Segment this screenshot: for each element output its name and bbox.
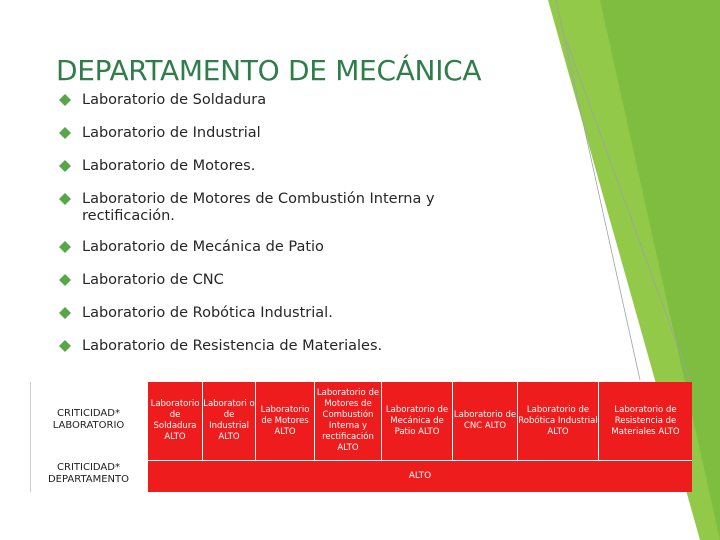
list-item-text: Laboratorio de CNC (82, 272, 224, 288)
list-item-text: Laboratorio de Motores. (82, 158, 256, 174)
table-cell-combustion: Laboratorio de Motores de Combustión Interna y rectificación ALTO (316, 388, 380, 453)
table-cell-soldadura: Laboratorio de Soldadura ALTO (150, 399, 200, 442)
diamond-bullet-icon (59, 160, 71, 172)
list-item (60, 239, 530, 256)
table-cell-cnc: Laboratorio de CNC ALTO (453, 410, 517, 431)
criticality-table (30, 382, 692, 494)
list-item (60, 125, 530, 142)
list-item-text: Laboratorio de Soldadura (82, 92, 267, 108)
list-item-text: Laboratorio de Industrial (82, 125, 261, 141)
lab-criticality-row (148, 382, 692, 460)
list-item-text: Laboratorio de Resistencia de Materiales. (82, 338, 383, 354)
list-item (60, 158, 530, 175)
list-item-text: Laboratorio de Motores de Combustión Interna y rectificación. (82, 191, 435, 224)
table-cell-patio: Laboratorio de Mecánica de Patio ALTO (385, 404, 449, 437)
row-label-departamento: CRITICIDAD* DEPARTAMENTO (47, 462, 130, 485)
table-cell-industrial: Laboratori o de Industrial ALTO (203, 399, 255, 442)
list-item (60, 305, 530, 322)
diamond-bullet-icon (59, 94, 71, 106)
list-item (60, 92, 530, 109)
list-item-text: Laboratorio de Mecánica de Patio (82, 239, 324, 255)
diamond-bullet-icon (59, 127, 71, 139)
diamond-bullet-icon (59, 340, 71, 352)
row-label-laboratorio: CRITICIDAD* LABORATORIO (52, 408, 125, 431)
table-cell-robotica: Laboratorio de Robótica Industrial ALTO (518, 404, 598, 437)
list-item (60, 191, 460, 225)
table-cell-resistencia: Laboratorio de Resistencia de Materiales ALTO (611, 404, 680, 437)
department-criticality-row (148, 460, 692, 492)
page-title: DEPARTAMENTO DE MECÁNICA (56, 54, 482, 87)
list-item (60, 338, 530, 355)
diamond-bullet-icon (59, 241, 71, 253)
list-item (60, 272, 530, 289)
diamond-bullet-icon (59, 274, 71, 286)
diamond-bullet-icon (59, 193, 71, 205)
row-labels (30, 382, 145, 492)
table-cell-motores: Laboratorio de Motores ALTO (260, 404, 310, 437)
diamond-bullet-icon (59, 307, 71, 319)
department-value: ALTO (408, 471, 432, 481)
lab-list (60, 92, 530, 355)
list-item-text: Laboratorio de Robótica Industrial. (82, 305, 333, 321)
